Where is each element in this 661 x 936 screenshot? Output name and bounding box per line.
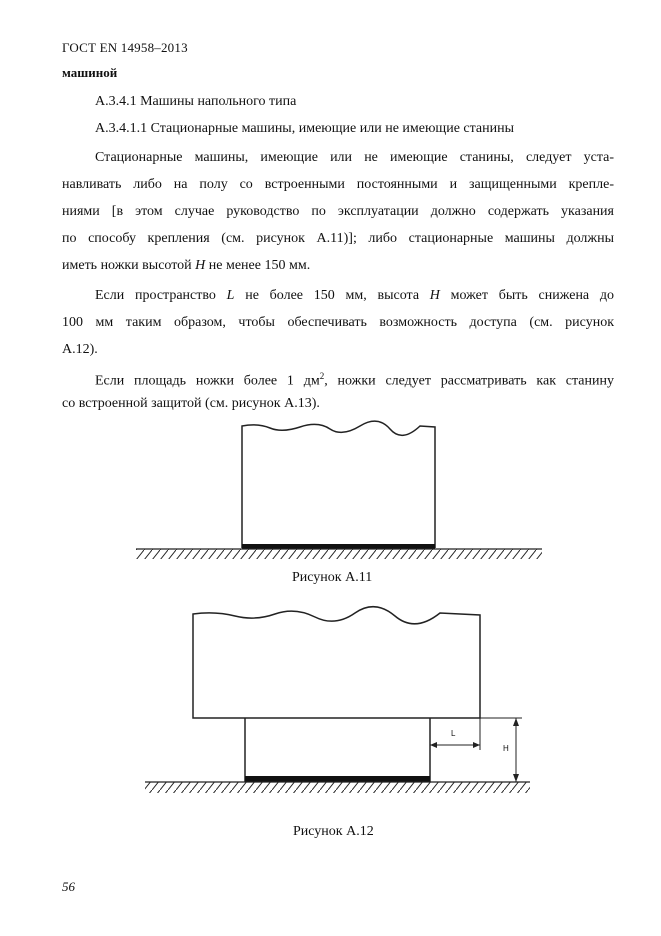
floor-hatching [136,549,542,559]
dim-L-label: L [451,729,456,738]
para3-line1: Если площадь ножки более 1 $дм^2$, ножки следует рассматривать как станину [95,371,614,389]
para1-line5: иметь ножки высотой H не менее 150 мм. [62,258,311,273]
figure-a11 [136,421,542,559]
para3-line2: со встроенной защитой (см. рисунок А.13). [62,396,320,411]
para2-line1: Если пространство L не более 150 мм, высота H может быть снижена до [95,288,615,303]
para1-line2: навливать либо на полу со встроенными постоянными и защищенными крепле- [62,177,614,192]
var-L: L [226,288,235,303]
para1-line4: по способу крепления (см. рисунок А.11)]; либо стационарные машины должны [62,231,614,246]
dim-H-label: H [503,744,509,753]
fixing-plate [242,544,435,549]
continuation-word: машиной [62,65,118,80]
section-heading-a3411: А.3.4.1.1 Стационарные машины, имеющие или не имеющие станины [95,121,515,136]
para1-line1: Стационарные машины, имеющие или не имеющие станины, следует уста- [95,150,614,165]
figure-a12-caption: Рисунок А.12 [293,824,374,839]
para1-line3: ниями [в этом случае руководство по эксплуатации должно содержать указания [62,204,614,219]
dim-H-arrow-bottom [513,774,519,782]
standard-header: ГОСТ EN 14958–2013 [62,40,188,55]
figure-a11-caption: Рисунок А.11 [292,570,373,585]
para2-line3: А.12). [62,342,98,357]
dim-L-arrow-right [473,742,480,748]
para2-line2: 100 мм таким образом, чтобы обеспечивать возможность доступа (см. рисунок [62,315,614,330]
machine-body [242,421,435,548]
dim-L-arrow-left [430,742,437,748]
dim-H-arrow-top [513,718,519,726]
floor-hatching [145,782,530,793]
page-number: 56 [62,879,75,894]
figure-a12 [145,607,530,793]
var-H: H [195,258,206,273]
section-heading-a341: А.3.4.1 Машины напольного типа [95,94,297,109]
machine-body [193,607,480,718]
var-H: H [429,288,440,303]
stand-base [245,776,430,782]
